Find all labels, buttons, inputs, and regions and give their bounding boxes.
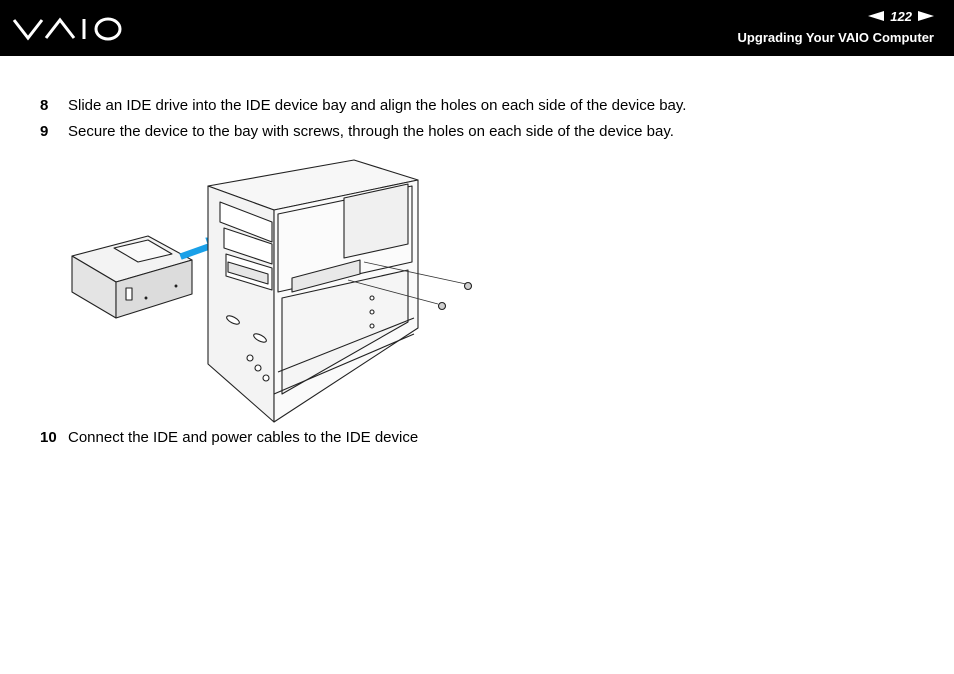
- previous-page-icon[interactable]: [868, 11, 884, 21]
- ide-drive-installation-diagram: [68, 158, 488, 424]
- step-9: [40, 123, 674, 141]
- step-text: Secure the device to the bay with screws, through the holes on each side of the device bay.: [68, 123, 674, 140]
- step-10: [40, 429, 418, 447]
- page-header: [0, 0, 954, 56]
- screw-icon: [439, 303, 446, 310]
- step-text: Slide an IDE drive into the IDE device bay and align the holes on each side of the device bay.: [68, 97, 687, 114]
- step-text: Connect the IDE and power cables to the IDE device: [68, 429, 419, 446]
- step-8: [40, 97, 686, 115]
- next-page-icon[interactable]: [918, 11, 934, 21]
- step-number: 10: [40, 429, 57, 446]
- computer-case: [208, 160, 418, 422]
- ide-drive: [72, 236, 192, 318]
- step-number: 9: [40, 123, 49, 140]
- step-number: 8: [40, 97, 49, 114]
- section-title: Upgrading Your VAIO Computer: [737, 30, 934, 45]
- screw-icon: [465, 283, 472, 290]
- page-navigation: [868, 8, 934, 24]
- vaio-logo: [12, 14, 124, 44]
- page-number: 122: [890, 8, 912, 24]
